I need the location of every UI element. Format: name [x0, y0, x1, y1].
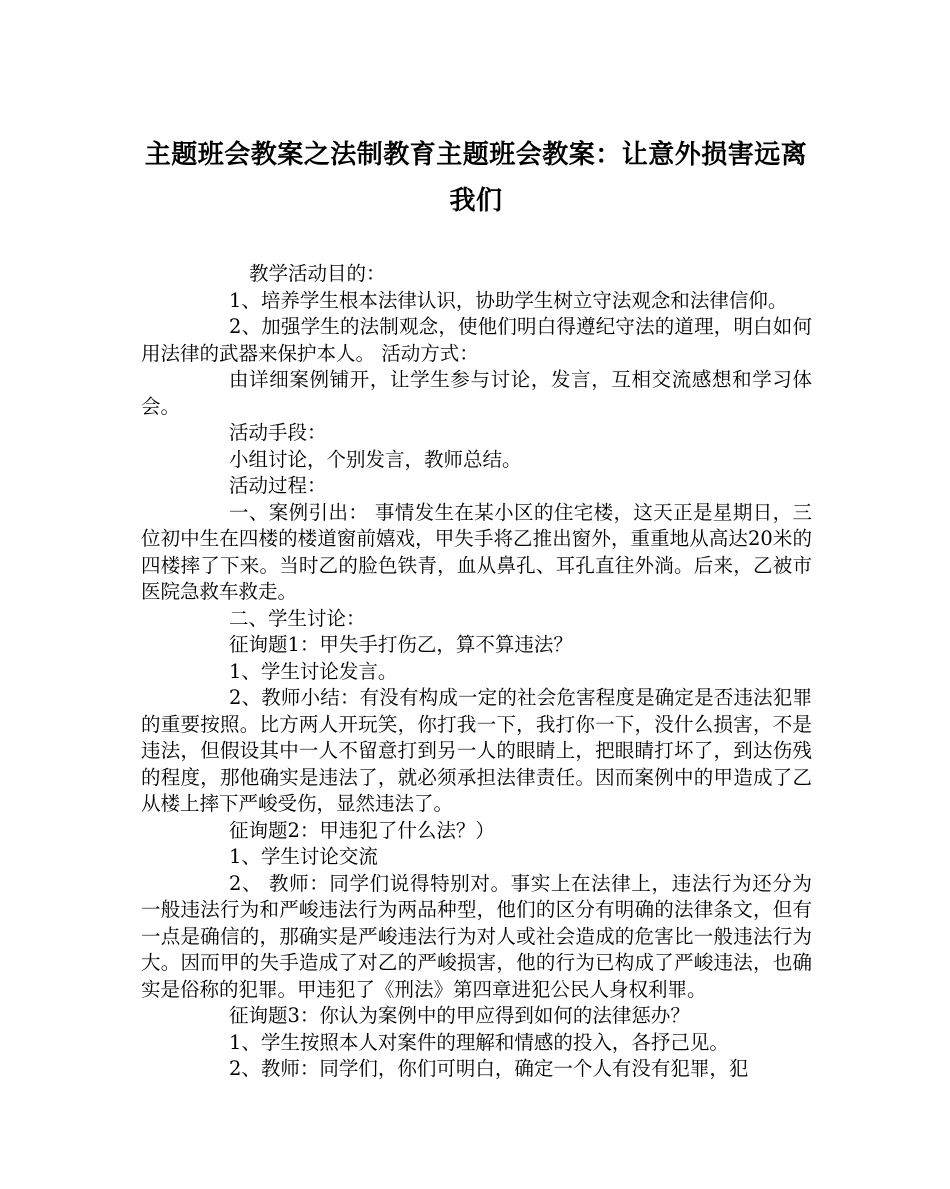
paragraph: 二、学生讨论：	[229, 606, 366, 630]
document-title: 主题班会教案之法制教育主题班会教案：让意外损害远离我们	[144, 140, 808, 216]
paragraph: 1、学生讨论发言。	[229, 659, 398, 683]
paragraph: 征询题2：甲违犯了什么法？）	[229, 818, 495, 842]
paragraph: 由详细案例铺开，让学生参与讨论，发言，互相交流感想和学习体会。	[141, 368, 812, 418]
paragraph: 2、加强学生的法制观念，使他们明白得遵纪守法的道理，明白如何用法律的武器来保护本人。 活动方式：	[141, 315, 812, 365]
paragraph: 活动过程：	[229, 474, 327, 497]
paragraph: 小组讨论，个别发言，教师总结。	[229, 447, 522, 471]
paragraph: 2、教师小结：有没有构成一定的社会危害程度是确定是否违法犯罪的重要按照。比方两人开玩笑，你打我一下，我打你一下，没什么损害，不是违法，但假设其中一人不留意打到另一人的眼睛上，把眼睛打坏了，到达伤残的程度，那他确实是违法了，就必须承担法律责任。因而案例中的甲造成了乙从楼上摔下严峻受伤，显然违法了。	[141, 686, 812, 815]
paragraph: 2、 教师：同学们说得特别对。事实上在法律上，违法行为还分为一般违法行为和严峻违法行为两品种型，他们的区分有明确的法律条文，但有一点是确信的，那确实是严峻违法行为对人或社会造成的危害比一般违法行为大。因而甲的失手造成了对乙的严峻损害，他的行为已构成了严峻违法，也确实是俗称的犯罪。甲违犯了《刑法》第四章进犯公民人身权利罪。	[141, 871, 812, 1001]
paragraph: 1、学生讨论交流	[229, 845, 378, 868]
paragraph: 征询题1：甲失手打伤乙，算不算违法？	[229, 633, 573, 656]
paragraph: 一、案例引出： 事情发生在某小区的住宅楼，这天正是星期日，三位初中生在四楼的楼道窗前嬉戏，甲失手将乙推出窗外，重重地从高达20米的四楼摔了下来。当时乙的脸色铁青，血从鼻孔、耳孔直往外淌。后来，乙被市医院急救车救走。	[141, 500, 812, 603]
document-body	[141, 261, 812, 1083]
paragraph: 活动手段：	[229, 421, 327, 444]
paragraph: 2、教师：同学们，你们可明白，确定一个人有没有犯罪，犯	[229, 1057, 749, 1080]
paragraph: 1、学生按照本人对案件的理解和情感的投入，各抒己见。	[229, 1030, 729, 1054]
paragraph: 教学活动目的：	[249, 262, 386, 285]
paragraph: 征询题3：你认为案例中的甲应得到如何的法律惩办？	[229, 1004, 690, 1027]
paragraph: 1、培养学生根本法律认识，协助学生树立守法观念和法律信仰。	[229, 288, 788, 312]
